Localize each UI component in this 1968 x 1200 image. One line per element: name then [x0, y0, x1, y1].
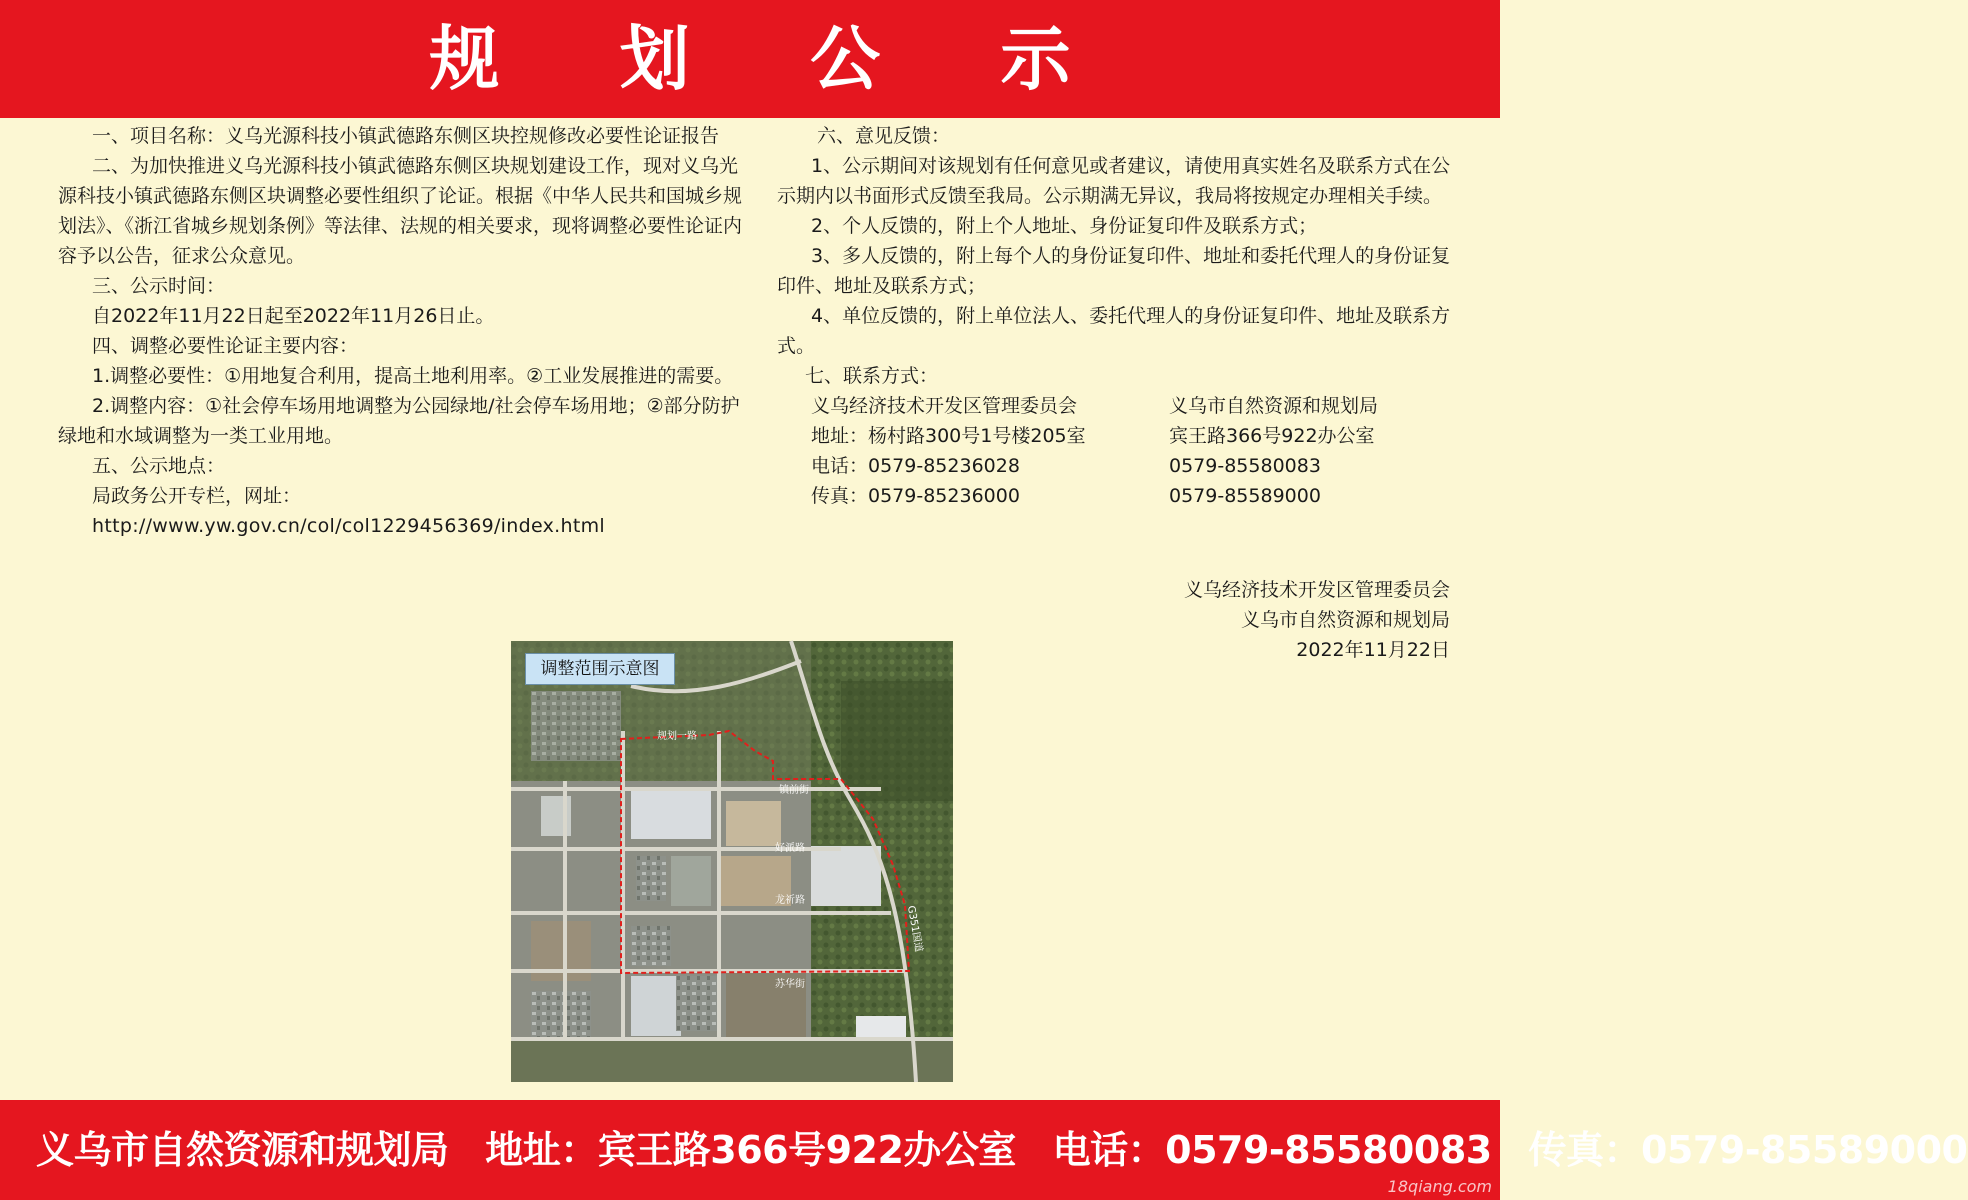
feedback-item-2: 2、个人反馈的，附上个人地址、身份证复印件及联系方式；: [811, 215, 1318, 237]
page-title: 规 划 公 示: [429, 18, 1119, 100]
road-label-5: 苏华街: [775, 979, 805, 990]
footer-address: 地址：宾王路366号922办公室: [485, 1128, 1016, 1172]
contact-fax-2: 0579-85589000: [1169, 485, 1321, 507]
adjustment-area-map: [511, 641, 953, 1082]
feedback-heading: 六、意见反馈：: [817, 125, 951, 147]
contact-phone-1: 电话：0579-85236028: [811, 455, 1020, 477]
necessity-item: 1.调整必要性：①用地复合利用，提高土地利用率。②工业发展推进的需要。: [92, 365, 734, 387]
road-label-2: 镇前街: [779, 785, 809, 796]
signature-org-1: 义乌经济技术开发区管理委员会: [1183, 579, 1450, 601]
signature-date: 2022年11月22日: [1296, 639, 1450, 661]
contact-heading: 七、联系方式：: [805, 365, 939, 387]
contact-fax-1: 传真：0579-85236000: [811, 485, 1020, 507]
footer-org: 义乌市自然资源和规划局: [36, 1128, 449, 1172]
content-heading: 四、调整必要性论证主要内容：: [92, 335, 359, 357]
announce-time-range: 自2022年11月22日起至2022年11月26日止。: [92, 305, 495, 327]
contact-org-1: 义乌经济技术开发区管理委员会: [811, 395, 1078, 417]
satellite-map-image: [511, 641, 953, 1082]
feedback-item-3: 3、多人反馈的，附上每个人的身份证复印件、地址和委托代理人的身份证复印件、地址及联系方式；: [777, 245, 1451, 297]
feedback-item-4: 4、单位反馈的，附上单位法人、委托代理人的身份证复印件、地址及联系方式。: [777, 305, 1451, 357]
contact-table: [777, 391, 1457, 511]
background-paragraph: 二、为加快推进义乌光源科技小镇武德路东侧区块规划建设工作，现对义乌光源科技小镇武德路东侧区块调整必要性组织了论证。根据《中华人民共和国城乡规划法》、《浙江省城乡规划条例》等法律、法规的相关要求，现将调整必要性论证内容予以公告，征求公众意见。: [58, 155, 743, 267]
title-banner: [0, 0, 1500, 118]
announce-time-heading: 三、公示时间：: [92, 275, 226, 297]
road-label-4: 龙祈路: [775, 895, 805, 906]
location-text: 局政务公开专栏，网址：: [92, 485, 302, 507]
contact-phone-2: 0579-85580083: [1169, 455, 1321, 477]
footer-contact-line: [36, 1100, 1968, 1200]
signature-block: [1184, 575, 1450, 665]
contact-org-2: 义乌市自然资源和规划局: [1169, 395, 1379, 417]
adjustment-item: 2.调整内容：①社会停车场用地调整为公园绿地/社会停车场用地；②部分防护绿地和水域调整为一类工业用地。: [58, 395, 740, 447]
contact-address-2: 宾王路366号922办公室: [1169, 425, 1375, 447]
map-title-label: 调整范围示意图: [525, 653, 675, 685]
watermark: 18qiang.com: [1387, 1177, 1492, 1196]
notice-left-column: [58, 121, 748, 541]
footer-banner: [0, 1100, 1968, 1200]
project-name: 一、项目名称：义乌光源科技小镇武德路东侧区块控规修改必要性论证报告: [92, 125, 720, 147]
location-heading: 五、公示地点：: [92, 455, 226, 477]
footer-fax: 传真：0579-85589000: [1528, 1128, 1968, 1172]
contact-address-1: 地址：杨村路300号1号楼205室: [811, 425, 1086, 447]
signature-org-2: 义乌市自然资源和规划局: [1240, 609, 1450, 631]
road-label-1: 规划一路: [657, 731, 697, 742]
road-label-3: 好派路: [775, 843, 805, 854]
feedback-item-1: 1、公示期间对该规划有任何意见或者建议，请使用真实姓名及联系方式在公示期内以书面形式反馈至我局。公示期满无异议，我局将按规定办理相关手续。: [777, 155, 1451, 207]
notice-right-column: [777, 121, 1457, 511]
notice-url-link[interactable]: http://www.yw.gov.cn/col/col1229456369/index.html: [92, 515, 605, 537]
road-label-6: G351国道: [904, 904, 924, 953]
footer-phone: 电话：0579-85580083: [1052, 1128, 1492, 1172]
